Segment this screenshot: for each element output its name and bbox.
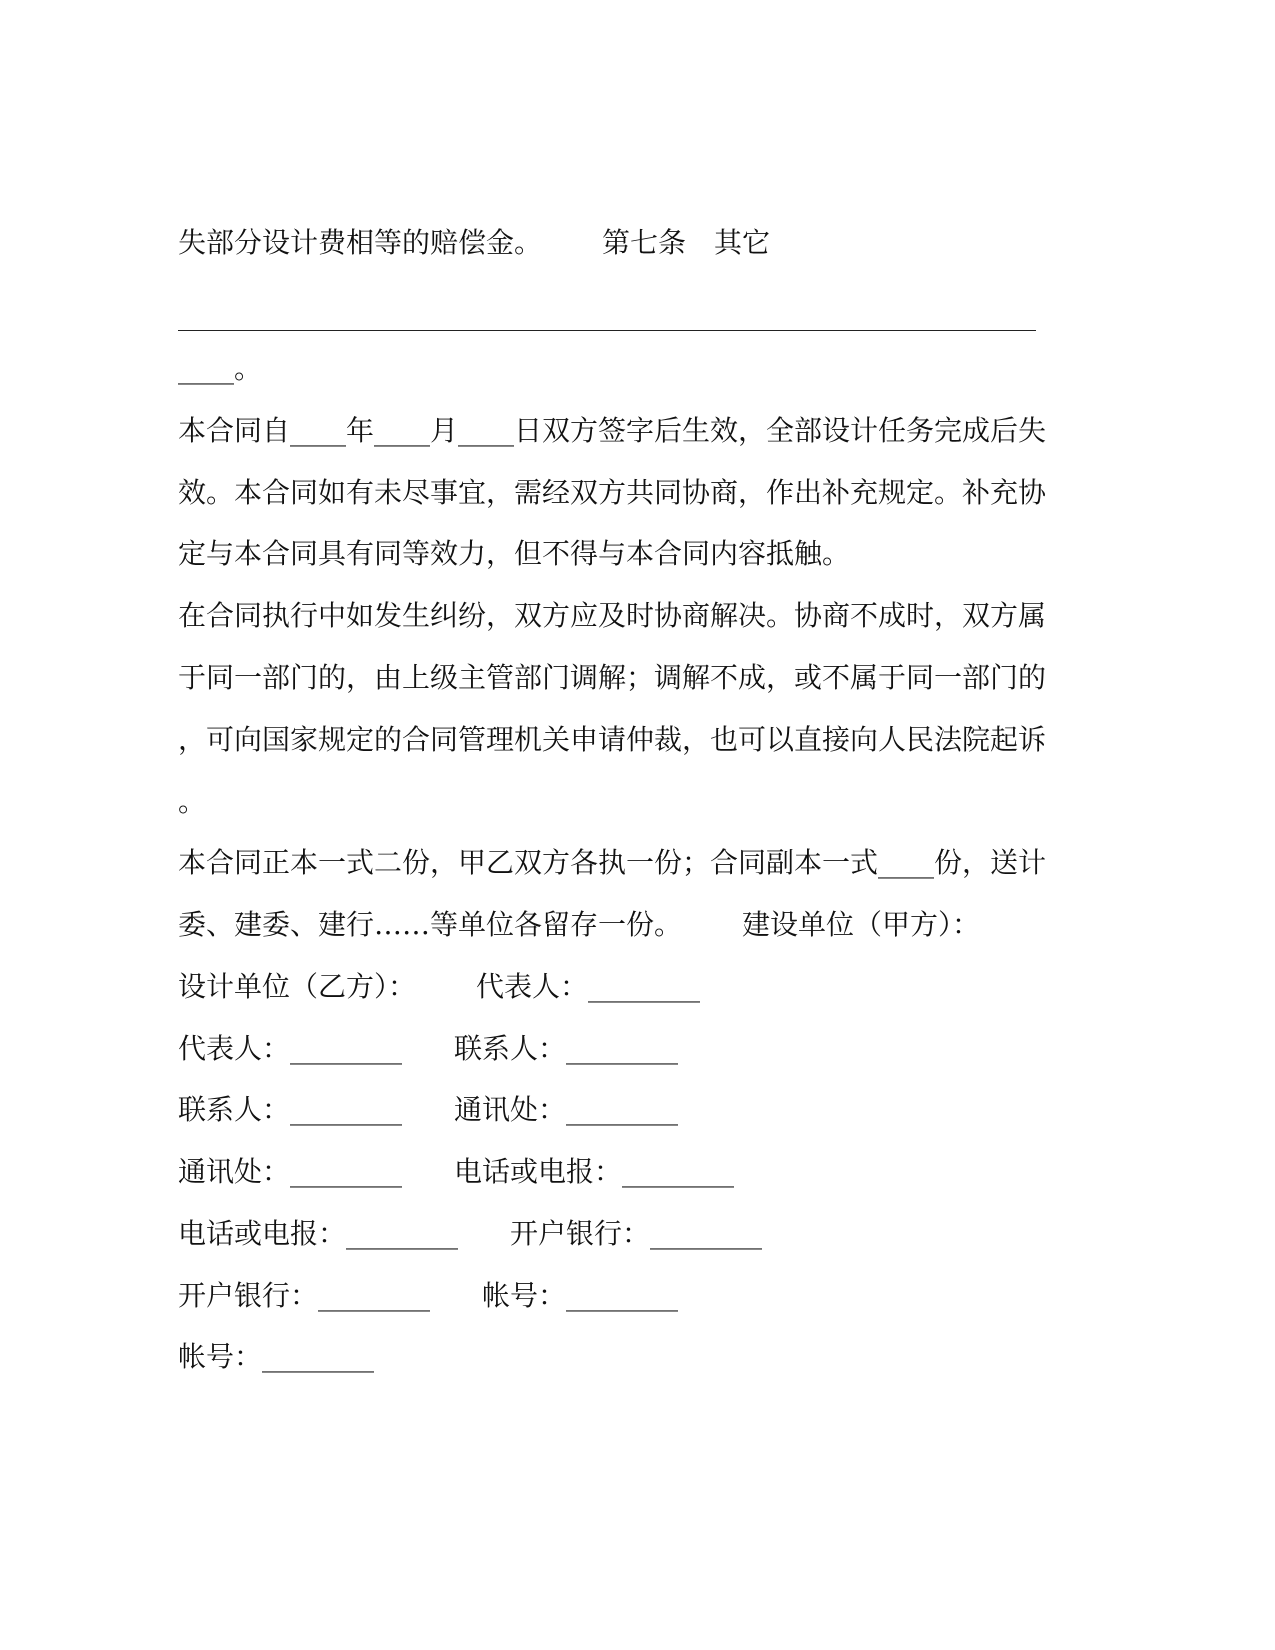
text-line-7: 于同一部门的，由上级主管部门调解；调解不成，或不属于同一部门的 <box>178 661 1047 694</box>
party-a-contact-field: 联系人：________ <box>454 1032 679 1065</box>
signature-row-7 <box>178 1340 374 1374</box>
party-b-representative-field: 代表人：________ <box>178 1032 403 1065</box>
text-line-1 <box>178 226 770 260</box>
party-a-address-field: 通讯处：________ <box>454 1093 679 1126</box>
party-b-account-field: 帐号：________ <box>178 1340 375 1373</box>
text-line-3: 本合同自____年____月____日双方签字后生效，全部设计任务完成后失 <box>178 414 1047 447</box>
signature-row-4 <box>178 1155 734 1189</box>
text-line-11 <box>178 908 980 942</box>
text-segment: 委、建委、建行……等单位各留存一份。 <box>178 908 683 941</box>
article-heading: 第七条 <box>602 226 687 259</box>
text-line-6: 在合同执行中如发生纠纷，双方应及时协商解决。协商不成时，双方属 <box>178 599 1047 632</box>
text-segment: 失部分设计费相等的赔偿金。 <box>178 226 543 259</box>
blank-fill-line <box>178 330 1036 331</box>
text-line-10: 本合同正本一式二份，甲乙双方各执一份；合同副本一式____份，送计 <box>178 846 1047 879</box>
text-line-4: 效。本合同如有未尽事宜，需经双方共同协商，作出补充规定。补充协 <box>178 476 1047 509</box>
party-b-contact-field: 联系人：________ <box>178 1093 403 1126</box>
signature-row-2 <box>178 1032 678 1066</box>
signature-row-3 <box>178 1093 678 1127</box>
text-line-8: ，可向国家规定的合同管理机关申请仲裁，也可以直接向人民法院起诉 <box>178 723 1047 756</box>
signature-row-5 <box>178 1217 762 1251</box>
party-a-label: 建设单位（甲方）： <box>742 908 981 941</box>
party-b-label: 设计单位（乙方）： <box>178 970 417 1003</box>
text-line-9: 。 <box>178 785 207 818</box>
party-b-bank-field: 开户银行：________ <box>178 1279 431 1312</box>
text-line-5: 定与本合同具有同等效力，但不得与本合同内容抵触。 <box>178 537 851 570</box>
party-b-address-field: 通讯处：________ <box>178 1155 403 1188</box>
party-a-phone-field: 电话或电报：________ <box>454 1155 735 1188</box>
party-b-phone-field: 电话或电报：________ <box>178 1217 459 1250</box>
article-title: 其它 <box>714 226 771 259</box>
party-a-account-field: 帐号：________ <box>482 1279 679 1312</box>
signature-row-1 <box>178 970 700 1004</box>
signature-row-6 <box>178 1279 678 1313</box>
party-a-bank-field: 开户银行：________ <box>510 1217 763 1250</box>
text-line-2: ____。 <box>178 352 263 385</box>
party-a-representative-field: 代表人：________ <box>476 970 701 1003</box>
